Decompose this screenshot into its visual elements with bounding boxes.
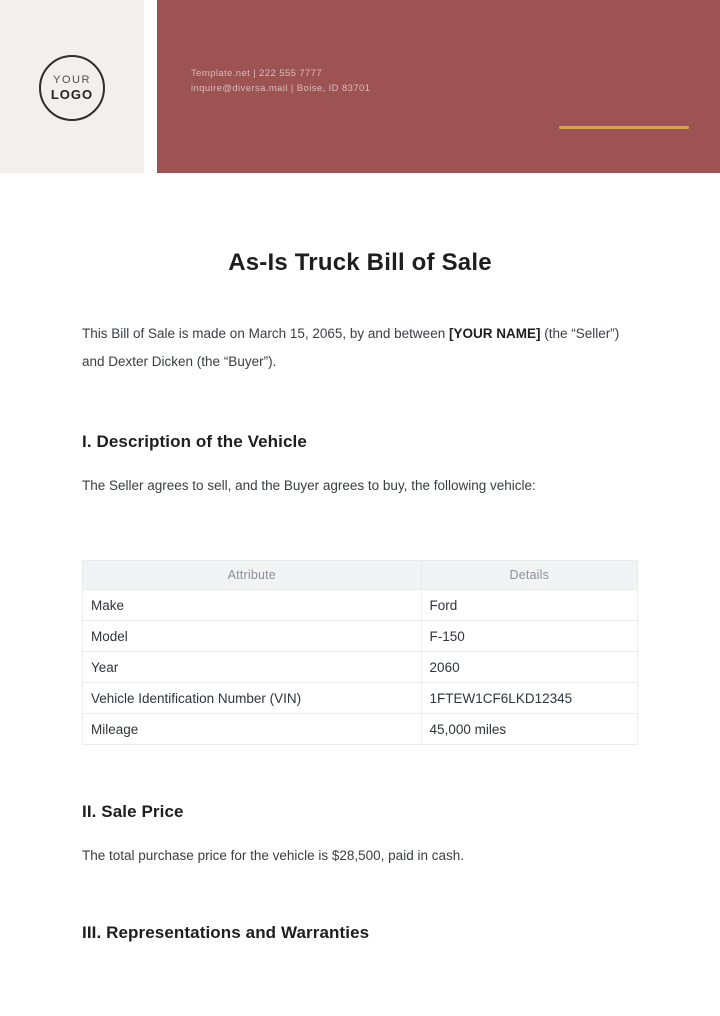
section-body-sale-price: The total purchase price for the vehicle is $28,500, paid in cash. [82,848,464,863]
attribute-cell: Vehicle Identification Number (VIN) [83,683,422,714]
table-row [83,590,638,621]
attribute-column-header: Attribute [83,561,422,590]
table-row [83,714,638,745]
document-content [0,249,720,943]
intro-text-2: (the “Seller”) and Dexter Dicken (the “Buyer”). [82,326,620,369]
details-cell: 1FTEW1CF6LKD12345 [421,683,637,714]
table-row [83,621,638,652]
section-heading-representations: III. Representations and Warranties [82,923,370,942]
gold-accent-line [559,126,689,129]
document-title: As-Is Truck Bill of Sale [228,249,492,276]
attribute-cell: Make [83,590,422,621]
attribute-cell: Mileage [83,714,422,745]
page-header [0,0,720,173]
attribute-cell: Year [83,652,422,683]
header-contact-panel [157,0,720,173]
details-cell: 45,000 miles [421,714,637,745]
logo-icon [39,55,105,121]
section-heading-sale-price: II. Sale Price [82,802,184,821]
details-cell: Ford [421,590,637,621]
details-cell: 2060 [421,652,637,683]
section-body-description: The Seller agrees to sell, and the Buyer agrees to buy, the following vehicle: [82,478,536,493]
details-column-header: Details [421,561,637,590]
table-header-row [83,561,638,590]
attribute-cell: Model [83,621,422,652]
vehicle-details-table [82,560,638,745]
logo-text-your: YOUR [53,73,91,86]
logo-text-logo: LOGO [50,86,94,102]
intro-text-1: This Bill of Sale is made on March 15, 2065, by and between [82,326,449,341]
header-divider-gap [144,0,157,173]
table-row [83,683,638,714]
details-cell: F-150 [421,621,637,652]
contact-line-email-address: inquire@diversa.mail | Boise, ID 83701 [191,83,371,94]
intro-paragraph [82,320,638,376]
vehicle-table-head [83,561,638,590]
vehicle-table-body [83,590,638,745]
section-heading-description: I. Description of the Vehicle [82,432,307,451]
contact-info [191,66,370,96]
header-logo-panel [0,0,144,173]
table-row [83,652,638,683]
your-name-placeholder: [YOUR NAME] [448,326,541,341]
contact-line-website-phone: Template.net | 222 555 7777 [191,68,323,79]
